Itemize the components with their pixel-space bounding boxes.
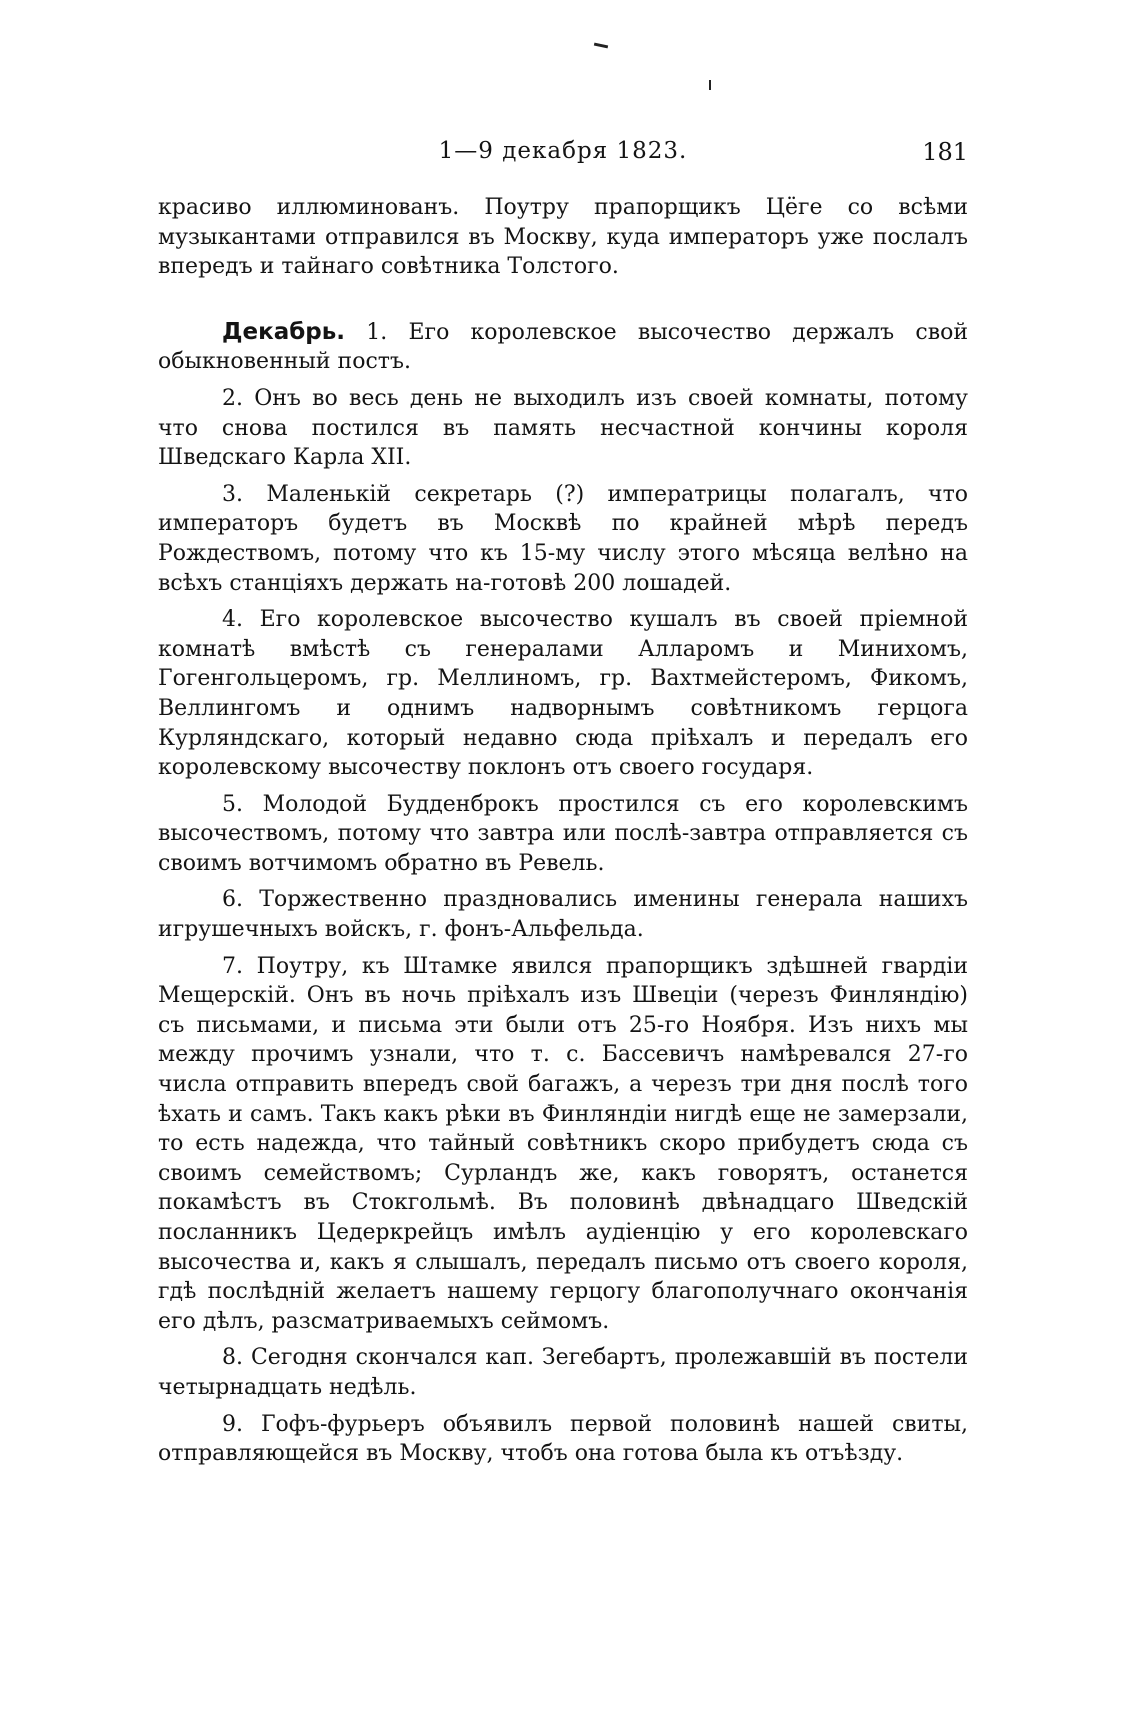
page-text	[158, 193, 968, 1469]
diary-entry-2	[158, 384, 968, 473]
entry-number: 9.	[222, 1411, 243, 1437]
stray-mark	[594, 43, 608, 49]
entry-text: Его королевское высочество кушалъ въ своей пріемной комнатѣ вмѣстѣ съ генералами Алларомъ и Минихомъ, Гогенгольцеромъ, гр. Меллиномъ, гр. Вахтмейстеромъ, Фикомъ, Веллингомъ и однимъ надворнымъ совѣтникомъ герцога Курляндскаго, который недавно сюда пріѣхалъ и передалъ его королевскому высочеству поклонъ отъ своего государя.	[158, 607, 968, 781]
entry-number: 4.	[222, 607, 243, 633]
diary-entry-4	[158, 605, 968, 783]
entry-text: Гофъ-фурьеръ объявилъ первой половинѣ нашей свиты, отправляющейся въ Москву, чтобъ она готова была къ отъѣзду.	[158, 1411, 968, 1467]
stray-mark	[709, 80, 711, 90]
entry-number: 8.	[222, 1345, 243, 1371]
diary-entry-7	[158, 952, 968, 1337]
entry-text: Сегодня скончался кап. Зегебартъ, пролежавшій въ постели четырнадцать недѣль.	[158, 1345, 968, 1400]
diary-entry-6	[158, 885, 968, 944]
entry-number: 6.	[222, 887, 243, 913]
continued-paragraph: красиво иллюминованъ. Поутру прапорщикъ Цёге со всѣми музыкантами отправился въ Москву, куда императоръ уже послалъ впередъ и тайнаго совѣтника Толстого.	[158, 195, 968, 280]
diary-entry-8	[158, 1343, 968, 1402]
diary-entry-3	[158, 480, 968, 598]
entry-text: Его королевское высочество держалъ свой обыкновенный постъ.	[158, 319, 969, 375]
entry-number: 3.	[222, 481, 243, 507]
page-number: 181	[922, 138, 968, 166]
diary-entry-9	[158, 1410, 968, 1469]
entry-number: 5.	[222, 791, 243, 817]
diary-entry-1	[158, 318, 968, 377]
diary-entry-5	[158, 790, 968, 879]
running-title: 1—9 декабря 1823.	[438, 138, 688, 164]
entry-number: 1.	[366, 319, 388, 345]
running-header	[158, 138, 968, 178]
entry-number: 7.	[222, 953, 243, 979]
entry-text: Поутру, къ Штамке явился прапорщикъ здѣшней гвардіи Мещерскій. Онъ въ ночь пріѣхалъ изъ Швеціи (черезъ Финляндію) съ письмами, и письма эти были отъ 25-го Ноября. Изъ нихъ мы между прочимъ узнали, что т. с. Бассевичъ намѣревался 27-го числа отправить впередъ свой багажъ, а черезъ три дня послѣ того ѣхать и самъ. Такъ какъ рѣки въ Финляндіи нигдѣ еще не замерзали, то есть надежда, что тайный совѣтникъ скоро прибудетъ сюда съ своимъ семействомъ; Сурландъ же, какъ говорятъ, останется покамѣстъ въ Стокгольмѣ. Въ половинѣ двѣнадцаго Шведскій посланникъ Цедеркрейцъ имѣлъ аудіенцію у его королевскаго высочества и, какъ я слышалъ, передалъ письмо отъ своего короля, гдѣ послѣдній желаетъ нашему герцогу благополучнаго окончанія его дѣлъ, разсматриваемыхъ сеймомъ.	[158, 953, 968, 1334]
entry-number: 2.	[222, 385, 243, 411]
entry-text: Молодой Будденброкъ простился съ его королевскимъ высочествомъ, потому что завтра или послѣ-завтра отправляется съ своимъ вотчимомъ обратно въ Ревель.	[158, 791, 968, 876]
entry-text: Торжественно праздновались именины генерала нашихъ игрушечныхъ войскъ, г. фонъ-Альфельда.	[158, 887, 968, 943]
month-heading: Декабрь.	[222, 318, 346, 345]
entry-text: Онъ во весь день не выходилъ изъ своей комнаты, потому что снова постился въ память несчастной кончины короля Шведскаго Карла XII.	[158, 385, 968, 471]
entry-text: Маленькій секретарь (?) императрицы полагалъ, что императоръ будетъ въ Москвѣ по крайней мѣрѣ передъ Рождествомъ, потому что къ 15-му числу этого мѣсяца велѣно на всѣхъ станціяхъ держать на-готовѣ 200 лошадей.	[158, 481, 968, 596]
